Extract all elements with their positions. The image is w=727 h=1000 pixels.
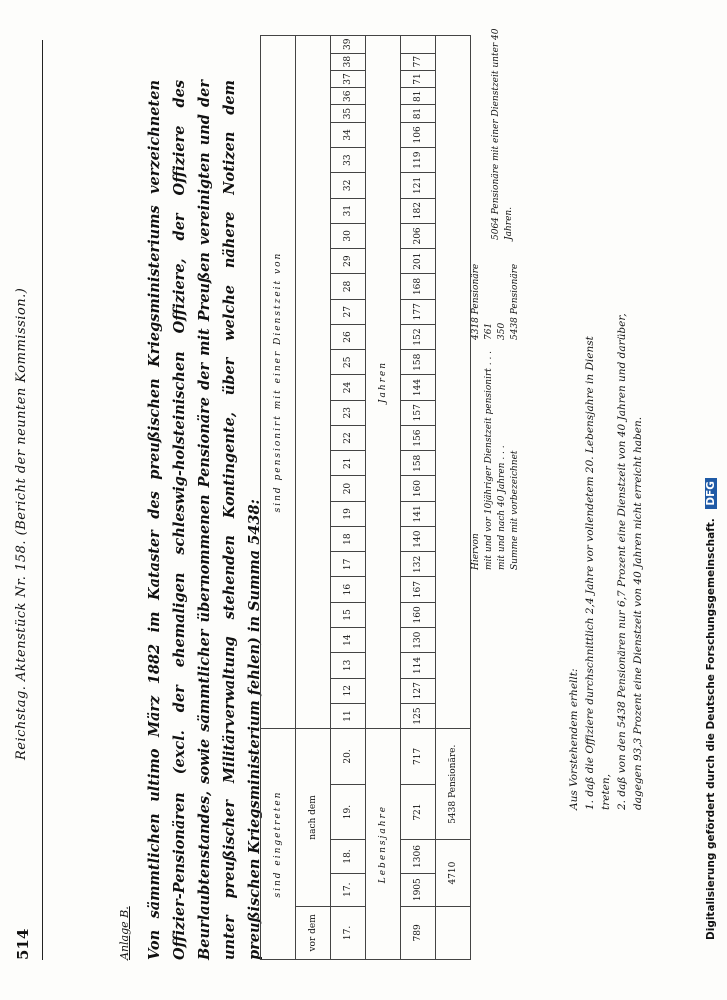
lebensjahre-label: Lebensjahre — [366, 729, 401, 960]
service-year: 11 — [331, 703, 366, 728]
service-count: 144 — [401, 375, 436, 400]
service-count: 140 — [401, 526, 436, 551]
jahren-label: Jahren — [366, 36, 401, 729]
document-title: Von sämmtlichen ultimo März 1882 im Kataster des preußischen Kriegsministeriums verzeichneten Offizier-Pensionären (excl. der ehemaligen schleswig-holsteinischen Offiziere, der Offiziere des Beurlaubtenstandes, sowie sämmtlicher übernommenen Pensionäre der mit Preußen vereinigten und der unter preußischer Militärverwaltung stehenden Kontingente, über welche nähere Notizen dem preußischen Kriegsministerium fehlen) in Summa 5438: — [146, 80, 263, 960]
service-year: 26 — [331, 324, 366, 349]
notes-item1: 1. daß die Offiziere durchschnittlich 2,4 Jahre vor vollendetem 20. Lebensjahre in Dienst treten, — [584, 336, 612, 810]
service-count: 125 — [401, 703, 436, 728]
footnote-line1: Hiervon — [471, 533, 481, 570]
entry-count: 1905 — [401, 873, 436, 906]
service-count: 158 — [401, 350, 436, 375]
service-count: 167 — [401, 577, 436, 602]
service-year: 14 — [331, 628, 366, 653]
service-count: 81 — [401, 88, 436, 105]
service-count: 106 — [401, 122, 436, 147]
service-year: 16 — [331, 577, 366, 602]
service-count: 157 — [401, 400, 436, 425]
age-17: 17. — [331, 906, 366, 959]
notes-item3: dagegen 93,3 Prozent eine Dienstzeit von 40 Jahren nicht erreicht haben. — [632, 416, 644, 810]
dfg-logo: DFG — [705, 478, 717, 509]
table-footnote — [470, 351, 522, 570]
footnote-note-right: 5064 Pensionäre mit einer Dienstzeit unter 40 Jahren. — [491, 28, 514, 240]
footnote-sum2: 761 — [484, 322, 494, 340]
service-year: 31 — [331, 198, 366, 223]
entry-count: 721 — [401, 784, 436, 840]
service-count-empty — [401, 36, 436, 54]
service-count: 119 — [401, 147, 436, 172]
footnote-line4: Summe mit vorbezeichnet — [510, 450, 520, 570]
entered-header: sind eingetreten — [261, 729, 296, 960]
service-count: 81 — [401, 105, 436, 122]
service-year: 34 — [331, 122, 366, 147]
empty-cell — [436, 906, 471, 959]
service-year: 17 — [331, 552, 366, 577]
service-count: 77 — [401, 53, 436, 70]
service-year: 23 — [331, 400, 366, 425]
annex-label: Anlage B. — [118, 906, 131, 960]
service-count: 71 — [401, 70, 436, 87]
footnote-line2: mit und vor 10jähriger Dienstzeit pensionirt . . . — [484, 350, 494, 570]
service-year: 22 — [331, 425, 366, 450]
service-count: 141 — [401, 501, 436, 526]
dfg-banner-text: Digitalisierung gefördert durch die Deutsche Forschungsgemeinschaft. — [705, 518, 717, 940]
entry-count: 717 — [401, 729, 436, 785]
service-year: 28 — [331, 274, 366, 299]
service-count: 160 — [401, 476, 436, 501]
notes-block — [566, 310, 646, 810]
service-count: 160 — [401, 602, 436, 627]
service-year: 27 — [331, 299, 366, 324]
table-footnote-sums — [470, 264, 522, 340]
age-20: 20. — [331, 729, 366, 785]
service-year: 32 — [331, 173, 366, 198]
pensioned-header: sind pensionirt mit einer Dienstzeit von — [261, 36, 296, 729]
service-count: 121 — [401, 173, 436, 198]
service-count: 114 — [401, 653, 436, 678]
age-18: 18. — [331, 840, 366, 873]
service-count: 201 — [401, 249, 436, 274]
service-year: 33 — [331, 147, 366, 172]
footnote-sum4: 5438 Pensionäre — [510, 263, 520, 340]
service-year: 39 — [331, 36, 366, 54]
service-year: 24 — [331, 375, 366, 400]
service-count: 168 — [401, 274, 436, 299]
service-year: 13 — [331, 653, 366, 678]
sum-5438: 5438 Pensionäre. — [436, 729, 471, 840]
service-count: 132 — [401, 552, 436, 577]
running-head: Reichstag. Aktenstück Nr. 158. (Bericht der neunten Kommission.) — [14, 287, 29, 760]
service-year: 12 — [331, 678, 366, 703]
service-count: 182 — [401, 198, 436, 223]
service-year: 35 — [331, 105, 366, 122]
service-year: 36 — [331, 88, 366, 105]
service-year: 37 — [331, 70, 366, 87]
sum-4710: 4710 — [436, 840, 471, 906]
service-year: 19 — [331, 501, 366, 526]
age-19: 19. — [331, 784, 366, 840]
service-count: 156 — [401, 425, 436, 450]
page-number: 514 — [14, 928, 32, 960]
service-count: 152 — [401, 324, 436, 349]
service-count: 127 — [401, 678, 436, 703]
header-rule — [42, 40, 43, 960]
service-spacer — [296, 36, 331, 729]
col-before: vor dem — [296, 906, 331, 959]
table-footnote-right — [490, 0, 516, 240]
notes-item2: 2. daß von den 5438 Pensionären nur 6,7 Prozent eine Dienstzeit von 40 Jahren und darüber, — [616, 313, 628, 810]
service-year: 30 — [331, 223, 366, 248]
service-count: 206 — [401, 223, 436, 248]
dfg-banner — [705, 40, 717, 940]
empty-row — [436, 36, 471, 729]
service-count: 177 — [401, 299, 436, 324]
footnote-sum1: 4318 Pensionäre — [471, 263, 481, 340]
service-year: 21 — [331, 451, 366, 476]
service-count: 158 — [401, 451, 436, 476]
statistics-table — [260, 35, 471, 960]
entry-count: 1306 — [401, 840, 436, 873]
service-year: 15 — [331, 602, 366, 627]
service-count: 130 — [401, 628, 436, 653]
entry-count: 789 — [401, 906, 436, 959]
notes-intro: Aus Vorstehendem erhellt: — [568, 668, 580, 810]
service-year: 18 — [331, 526, 366, 551]
running-header — [8, 20, 38, 960]
service-year: 20 — [331, 476, 366, 501]
footnote-line3: mit und nach 40 Jahren . . . — [497, 445, 507, 570]
service-year: 29 — [331, 249, 366, 274]
footnote-sum3: 350 — [497, 322, 507, 340]
age-17b: 17. — [331, 873, 366, 906]
service-year: 25 — [331, 350, 366, 375]
service-year: 38 — [331, 53, 366, 70]
col-after: nach dem — [296, 729, 331, 907]
